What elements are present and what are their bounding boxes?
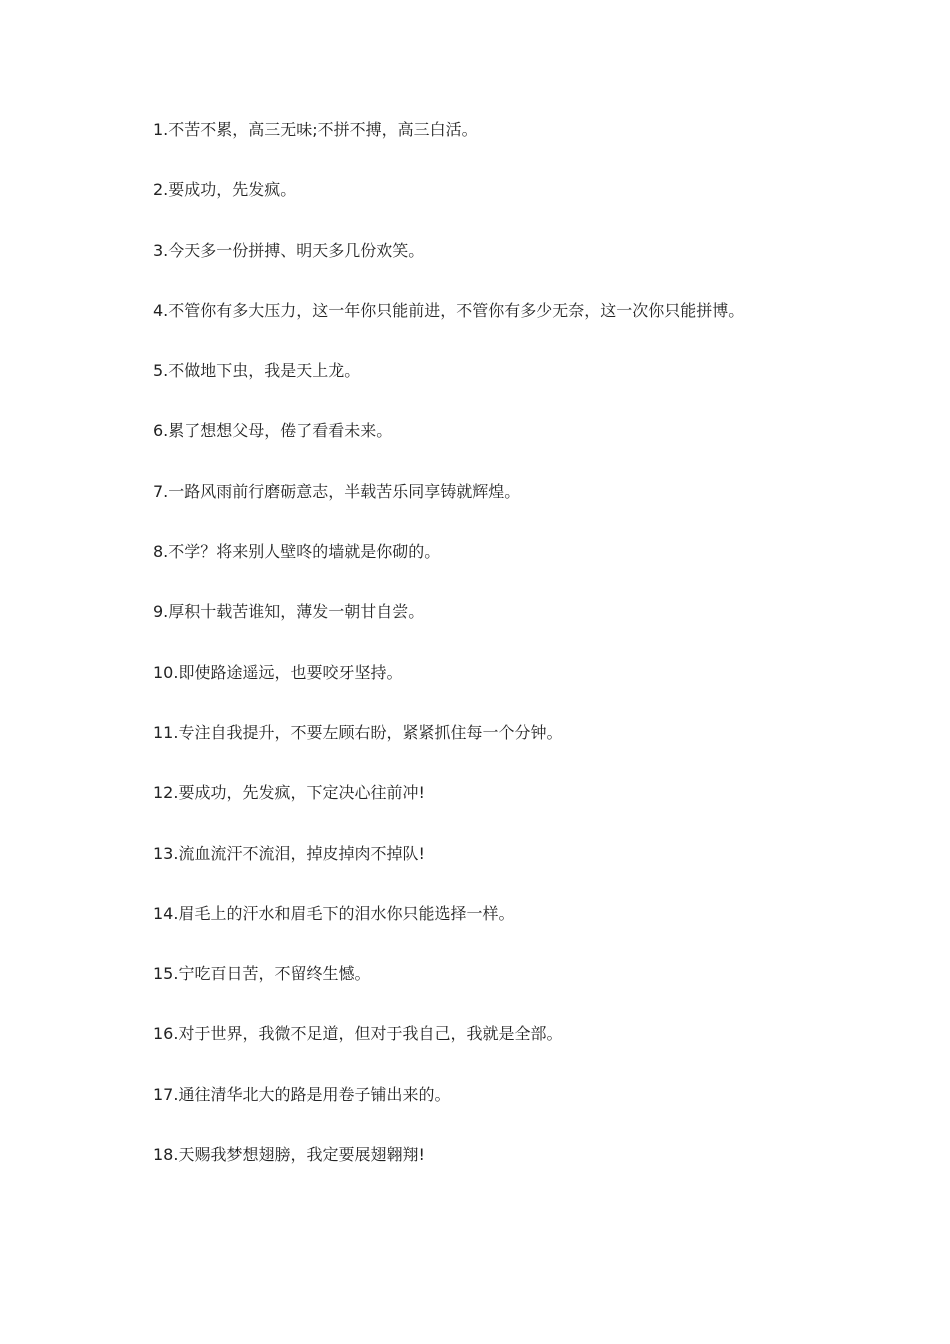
- quote-line-18: 18.天赐我梦想翅膀，我定要展翅翱翔!: [153, 1145, 425, 1165]
- quote-line-5: 5.不做地下虫，我是天上龙。: [153, 361, 361, 381]
- quote-line-16: 16.对于世界，我微不足道，但对于我自己，我就是全部。: [153, 1024, 563, 1044]
- quote-line-9: 9.厚积十载苦谁知，薄发一朝甘自尝。: [153, 602, 425, 622]
- quote-line-1: 1.不苦不累，高三无味;不拼不搏，高三白活。: [153, 120, 478, 139]
- quote-line-17: 17.通往清华北大的路是用卷子铺出来的。: [153, 1084, 451, 1104]
- quote-line-14: 14.眉毛上的汗水和眉毛下的泪水你只能选择一样。: [153, 903, 515, 923]
- quote-line-8: 8.不学？将来别人壁咚的墙就是你砌的。: [153, 542, 441, 562]
- quote-line-6: 6.累了想想父母，倦了看看未来。: [153, 421, 393, 441]
- quote-line-15: 15.宁吃百日苦，不留终生憾。: [153, 964, 371, 984]
- quote-line-12: 12.要成功，先发疯，下定决心往前冲!: [153, 783, 425, 803]
- quote-line-11: 11.专注自我提升，不要左顾右盼，紧紧抓住每一个分钟。: [153, 722, 563, 742]
- quote-line-13: 13.流血流汗不流泪，掉皮掉肉不掉队!: [153, 843, 425, 863]
- quote-line-3: 3.今天多一份拼搏、明天多几份欢笑。: [153, 240, 425, 260]
- quote-line-2: 2.要成功，先发疯。: [153, 180, 297, 200]
- quote-line-4: 4.不管你有多大压力，这一年你只能前进，不管你有多少无奈，这一次你只能拼博。: [153, 300, 745, 320]
- quote-list: [153, 117, 853, 1202]
- quote-line-10: 10.即使路途遥远，也要咬牙坚持。: [153, 662, 403, 682]
- quote-line-7: 7.一路风雨前行磨砺意志，半载苦乐同享铸就辉煌。: [153, 481, 521, 501]
